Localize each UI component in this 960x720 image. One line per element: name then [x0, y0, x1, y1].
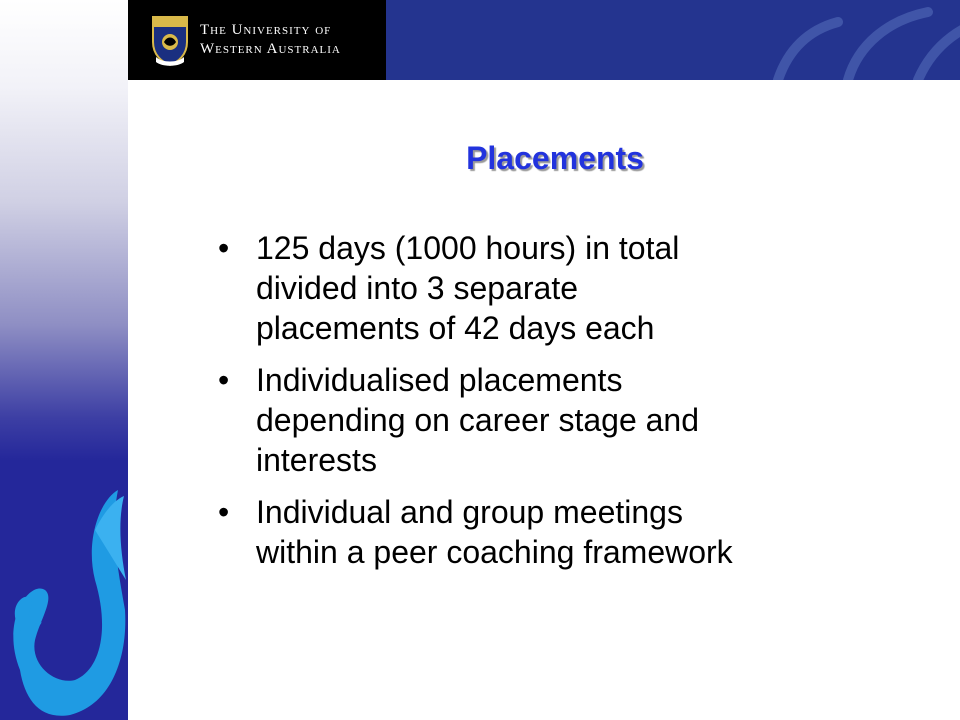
bullet-list — [218, 228, 918, 584]
bullet-marker: • — [218, 230, 230, 266]
university-crest-icon — [150, 12, 190, 66]
bullet-marker: • — [218, 494, 230, 530]
black-swan-icon — [0, 470, 128, 720]
bullet-text-line: divided into 3 separate — [256, 270, 578, 306]
university-logo — [128, 0, 386, 80]
bullet-item — [218, 228, 918, 348]
bullet-item — [218, 360, 918, 480]
left-gradient-band — [0, 0, 128, 720]
bullet-text-line: Individual and group meetings — [256, 494, 683, 530]
bullet-item — [218, 492, 918, 572]
university-name — [200, 21, 380, 59]
bullet-marker: • — [218, 362, 230, 398]
university-name-line-2: Western Australia — [200, 41, 341, 57]
university-name-line-1: The University of — [200, 22, 332, 38]
bullet-text-line: interests — [256, 442, 377, 478]
bullet-text-line: placements of 42 days each — [256, 310, 655, 346]
bullet-text-line: Individualised placements — [256, 362, 623, 398]
bullet-text-line: depending on career stage and — [256, 402, 700, 438]
slide-title: Placements — [466, 140, 644, 176]
bullet-text-line: within a peer coaching framework — [256, 534, 733, 570]
wing-decoration-icon — [728, 0, 960, 80]
bullet-text-line: 125 days (1000 hours) in total — [256, 230, 680, 266]
